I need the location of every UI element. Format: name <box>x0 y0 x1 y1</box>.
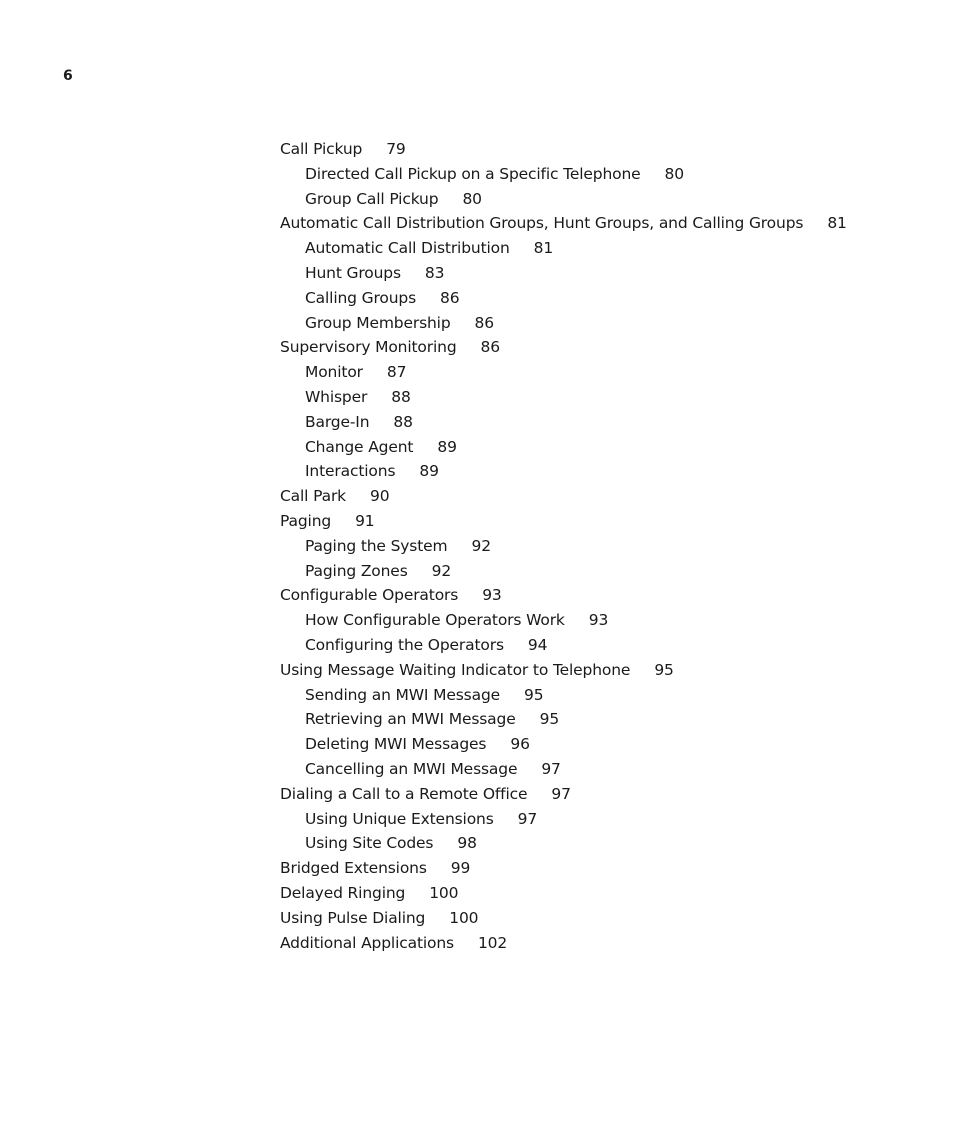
toc-entry-page-number: 100 <box>429 883 459 902</box>
toc-entry[interactable] <box>280 608 920 633</box>
toc-entry-page-number: 80 <box>664 164 684 183</box>
toc-entry-title: Deleting MWI Messages <box>305 735 487 754</box>
toc-entry-title: Hunt Groups <box>305 263 401 282</box>
toc-entry-title: Monitor <box>305 363 363 382</box>
toc-entry[interactable] <box>280 658 920 683</box>
toc-entry[interactable] <box>280 137 920 162</box>
toc-entry[interactable] <box>280 385 920 410</box>
toc-entry[interactable] <box>280 906 920 931</box>
toc-entry-page-number: 88 <box>391 387 411 406</box>
toc-entry-title: Additional Applications <box>280 933 454 952</box>
toc-entry[interactable] <box>280 360 920 385</box>
toc-entry-page-number: 86 <box>474 313 494 332</box>
toc-entry[interactable] <box>280 286 920 311</box>
toc-entry[interactable] <box>280 807 920 832</box>
toc-entry-page-number: 98 <box>457 834 477 853</box>
toc-entry[interactable] <box>280 782 920 807</box>
toc-entry[interactable] <box>280 509 920 534</box>
toc-entry-title: Automatic Call Distribution Groups, Hunt Groups, and Calling Groups <box>280 214 804 233</box>
toc-entry[interactable] <box>280 335 920 360</box>
toc-entry-title: Paging <box>280 511 332 530</box>
toc-entry-page-number: 79 <box>386 140 406 158</box>
toc-entry[interactable] <box>280 732 920 757</box>
toc-entry-page-number: 95 <box>524 685 544 704</box>
toc-entry-page-number: 93 <box>482 586 502 605</box>
toc-entry-title: Group Membership <box>305 313 451 332</box>
table-of-contents <box>280 137 920 955</box>
toc-entry-title: Interactions <box>305 462 396 481</box>
toc-entry[interactable] <box>280 236 920 261</box>
toc-entry-page-number: 89 <box>437 437 457 456</box>
toc-entry-title: Group Call Pickup <box>305 189 439 208</box>
toc-entry[interactable] <box>280 484 920 509</box>
toc-entry-page-number: 92 <box>471 536 491 555</box>
toc-entry-page-number: 95 <box>539 710 560 729</box>
toc-entry[interactable] <box>280 856 920 881</box>
toc-entry-page-number: 88 <box>393 412 413 431</box>
toc-entry-page-number: 90 <box>370 487 390 506</box>
toc-entry-page-number: 97 <box>541 759 561 778</box>
toc-entry-title: Configuring the Operators <box>305 635 504 654</box>
toc-entry-page-number: 87 <box>386 363 407 382</box>
toc-entry[interactable] <box>280 831 920 856</box>
toc-entry-page-number: 92 <box>431 561 452 580</box>
toc-entry-title: Paging the System <box>305 536 448 555</box>
toc-entry-page-number: 96 <box>510 735 530 754</box>
toc-entry[interactable] <box>280 707 920 732</box>
toc-entry-title: Using Pulse Dialing <box>280 908 426 927</box>
toc-entry-page-number: 93 <box>588 611 609 630</box>
toc-entry[interactable] <box>280 162 920 187</box>
toc-entry-title: Delayed Ringing <box>280 883 406 902</box>
toc-entry-page-number: 89 <box>419 462 439 481</box>
toc-entry-page-number: 102 <box>477 933 508 952</box>
toc-entry-title: Bridged Extensions <box>280 859 427 878</box>
toc-entry[interactable] <box>280 757 920 782</box>
toc-entry-title: Whisper <box>305 387 368 406</box>
toc-entry-page-number: 80 <box>462 189 482 208</box>
toc-entry-title: Retrieving an MWI Message <box>305 710 516 729</box>
toc-entry-title: Call Pickup <box>280 140 363 158</box>
toc-entry-title: Using Site Codes <box>305 834 434 853</box>
toc-entry[interactable] <box>280 559 920 584</box>
toc-entry[interactable] <box>280 583 920 608</box>
toc-entry-page-number: 100 <box>449 908 479 927</box>
toc-entry-page-number: 86 <box>480 338 500 357</box>
toc-entry[interactable] <box>280 534 920 559</box>
toc-entry-page-number: 91 <box>355 511 375 530</box>
toc-entry-page-number: 97 <box>517 809 538 828</box>
toc-entry-title: Directed Call Pickup on a Specific Telephone <box>305 164 641 183</box>
toc-entry-page-number: 99 <box>450 859 471 878</box>
toc-entry-title: Supervisory Monitoring <box>280 338 457 357</box>
toc-entry-page-number: 97 <box>551 784 571 803</box>
toc-entry-title: Call Park <box>280 487 347 506</box>
page-number: 6 <box>63 68 73 84</box>
toc-entry[interactable] <box>280 435 920 460</box>
toc-entry-page-number: 81 <box>533 239 554 258</box>
toc-entry-title: How Configurable Operators Work <box>305 611 565 630</box>
toc-entry-title: Using Unique Extensions <box>305 809 494 828</box>
toc-entry[interactable] <box>280 187 920 212</box>
toc-entry-page-number: 95 <box>654 660 674 679</box>
toc-entry[interactable] <box>280 931 920 956</box>
toc-entry-page-number: 86 <box>440 288 460 307</box>
toc-entry-title: Calling Groups <box>305 288 416 307</box>
toc-entry-title: Using Message Waiting Indicator to Telephone <box>280 660 631 679</box>
toc-entry[interactable] <box>280 211 920 236</box>
toc-entry-title: Change Agent <box>305 437 414 456</box>
toc-entry[interactable] <box>280 633 920 658</box>
toc-entry-title: Barge-In <box>305 412 370 431</box>
toc-entry[interactable] <box>280 410 920 435</box>
toc-entry[interactable] <box>280 683 920 708</box>
toc-entry-title: Automatic Call Distribution <box>305 239 510 258</box>
toc-entry[interactable] <box>280 881 920 906</box>
toc-entry-page-number: 83 <box>424 263 445 282</box>
toc-entry-page-number: 81 <box>827 214 847 233</box>
toc-entry-title: Cancelling an MWI Message <box>305 759 518 778</box>
toc-entry[interactable] <box>280 261 920 286</box>
toc-entry[interactable] <box>280 311 920 336</box>
toc-entry-title: Paging Zones <box>305 561 408 580</box>
toc-entry[interactable] <box>280 459 920 484</box>
toc-entry-page-number: 94 <box>527 635 548 654</box>
toc-entry-title: Configurable Operators <box>280 586 459 605</box>
toc-entry-title: Dialing a Call to a Remote Office <box>280 784 528 803</box>
toc-entry-title: Sending an MWI Message <box>305 685 501 704</box>
